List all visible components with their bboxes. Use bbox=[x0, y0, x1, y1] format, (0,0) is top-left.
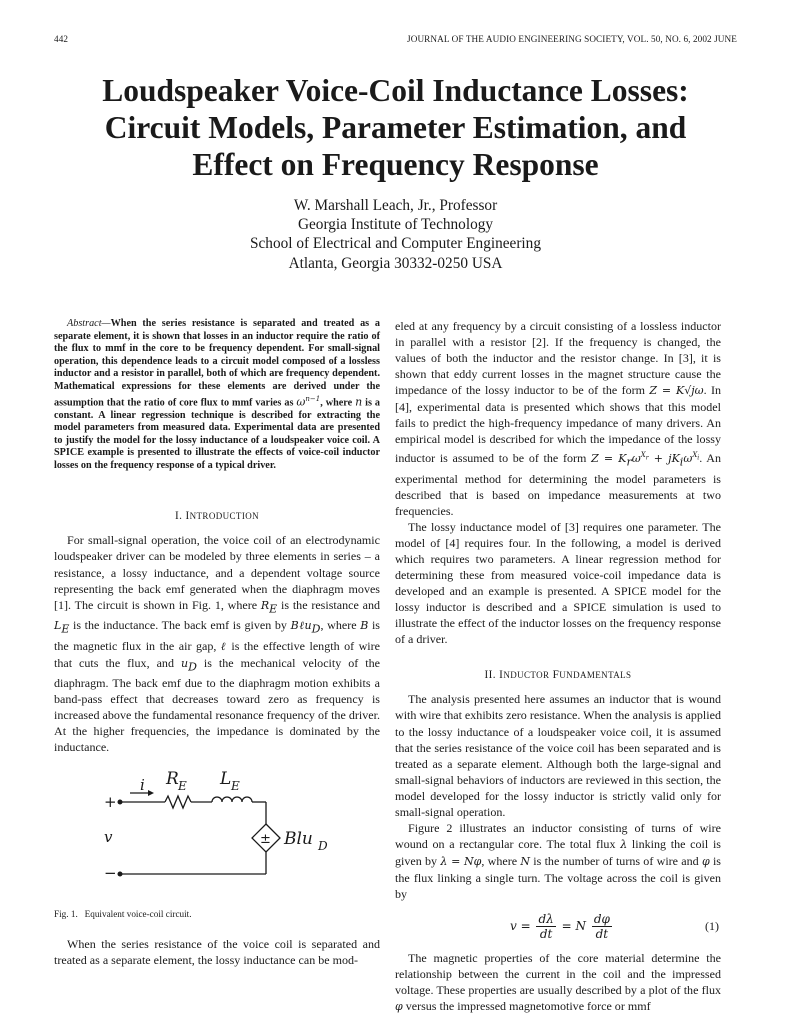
label-back-emf-sub: D bbox=[318, 839, 328, 853]
current-arrow-head bbox=[148, 790, 154, 796]
left-column bbox=[54, 318, 380, 755]
section-heading-introduction: I. INTRODUCTION bbox=[174, 510, 260, 523]
label-resistor-sub: E bbox=[178, 779, 187, 793]
author-school: School of Electrical and Computer Engineering bbox=[250, 235, 541, 253]
equation-1: v = $\frac{d\lambda}{dt}$ = N $\frac{d\varphi}{dt}$ (1) bbox=[510, 912, 719, 942]
label-inductor: L bbox=[220, 769, 232, 789]
running-header: JOURNAL OF THE AUDIO ENGINEERING SOCIETY, VOL. 50, NO. 6, 2002 JUNE bbox=[407, 34, 737, 44]
title-line-1: Loudspeaker Voice-Coil Inductance Losses: bbox=[102, 73, 689, 108]
label-inductor-sub: E bbox=[231, 779, 240, 793]
author-block bbox=[0, 196, 791, 273]
label-back-emf: Blu bbox=[284, 829, 313, 849]
label-voltage: v bbox=[104, 828, 113, 846]
inductor-symbol bbox=[212, 797, 252, 802]
label-minus: − bbox=[104, 864, 117, 882]
label-resistor: R bbox=[166, 769, 179, 789]
figure-1-caption: Fig. 1. Equivalent voice-coil circuit. bbox=[54, 909, 192, 919]
paper-title bbox=[40, 72, 751, 183]
equation-1-number: (1) bbox=[705, 919, 719, 934]
terminal-top bbox=[118, 800, 123, 805]
label-plus: + bbox=[104, 793, 117, 811]
paragraph-magnetic: The magnetic properties of the core material determine the relationship between the current in the coil and the impressed voltage. These properties are usually described by a plot of the flux φ versus the impressed magnetomotive force or mmf bbox=[395, 951, 721, 1014]
terminal-bottom bbox=[118, 872, 123, 877]
left-column-final-paragraph: When the series resistance of the voice coil is separated and treated as a separate element, the lossy inductance can be mod- bbox=[54, 937, 380, 968]
paragraph-parameters: The lossy inductance model of [3] requires one parameter. The model of [4] requires four. In the following, a model is derived which requires two parameters. A linear regression method for determining these from measured voice-coil impedance data is developed and an example is presented. A SPICE model for the lossy inductor is described and a SPICE simulation is used to illustrate the effect of the inductor losses on the frequency response of a driver. bbox=[395, 519, 721, 647]
title-line-3: Effect on Frequency Response bbox=[192, 147, 599, 182]
continued-paragraph: eled at any frequency by a circuit consisting of a lossless inductor in parallel with a resistor [2]. If the frequency is changed, the values of both the inductor and the resistor change. In [3], it is shown that eddy current losses in the magnet structure cause the impedance of the lossy inductor to be of the form Z = K√jω. In [4], experimental data is presented which shows that this model fails to predict the high-frequency impedance of many drivers. An empirical model is described for which the impedance of the lossy inductor is assumed to be of the form $Z = K_r\omega^{X_r} + jK_i\omega^{X_i}$. An experimental method for determining the model parameters is described that is based on impedance measurements at two frequencies. bbox=[395, 319, 722, 518]
author-name: W. Marshall Leach, Jr., Professor bbox=[293, 197, 498, 214]
resistor-symbol bbox=[165, 796, 191, 808]
intro-paragraph: For small-signal operation, the voice coil of an electrodynamic loudspeaker driver can be modeled by three elements in series – a resistance, a lossy inductance, and a dependent voltage source representing the back emf generated when the diaphragm moves [1]. The circuit is shown in Fig. 1, where $R_E$ is the resistance and $L_E$ is the inductance. The back emf is given by Bℓu$_D$, where B is the magnetic flux in the air gap, ℓ is the effective length of wire that cuts the flux, and $u_D$ is the mechanical velocity of the diaphragm. The back emf due to the diaphragm motion exhibits a band-pass effect that decreases toward zero as frequency is increased above the fundamental resonance frequency of the driver. At the higher frequencies, the impedance is dominated by the inductance. bbox=[54, 533, 381, 755]
author-address: Atlanta, Georgia 30332-0250 USA bbox=[288, 254, 503, 272]
abstract: Abstract—When the series resistance is separated and treated as a separate element, it is shown that losses in an inductor require the ratio of the flux to mmf in the core to be frequency dependent. For small-signal operation, this dependence leads to a circuit model composed of a lossless inductor and a resistor in parallel, both of which are frequency dependent. Mathematical expressions for these elements are derived under the assumption that the ratio of core flux to mmf varies as $\omega^{n-1}$, where n is a constant. A linear regression technique is described for extracting the model parameters from measured data. Experimental data are presented to justify the model for the lossy inductance of a loudspeaker voice coil. A SPICE example is presented to illustrate the effects of voice-coil inductor losses on the frequency response of a typical driver. bbox=[54, 318, 381, 471]
paragraph-analysis: The analysis presented here assumes an inductor that is wound with wire that exhibits zero resistance. When the analysis is applied to the lossy inductance of a loudspeaker voice coil, it is assumed that the series resistance of the voice coil has been separated and is treated as a separate element. Although both the large-signal and small-signal behaviors of inductors are reviewed in this section, the model developed for the lossy inductor is strictly valid only for small-signal operation. bbox=[395, 692, 721, 819]
abstract-label: Abstract bbox=[67, 318, 102, 329]
label-current: i bbox=[140, 776, 145, 794]
section-heading-inductor-fundamentals: II. INDUCTOR FUNDAMENTALS bbox=[484, 669, 632, 682]
title-line-2: Circuit Models, Parameter Estimation, and bbox=[104, 110, 687, 145]
paragraph-figure2: Figure 2 illustrates an inductor consisting of turns of wire wound on a rectangular core. The total flux λ linking the coil is given by λ = Nφ, where N is the number of turns of wire and φ is the flux linking a single turn. The voltage across the coil is given by bbox=[395, 820, 721, 901]
equivalent-circuit-figure bbox=[100, 760, 340, 890]
author-institution: Georgia Institute of Technology bbox=[297, 216, 494, 234]
label-source-sign: ± bbox=[260, 832, 271, 847]
right-column bbox=[395, 318, 721, 1015]
page-number: 442 bbox=[54, 34, 69, 44]
